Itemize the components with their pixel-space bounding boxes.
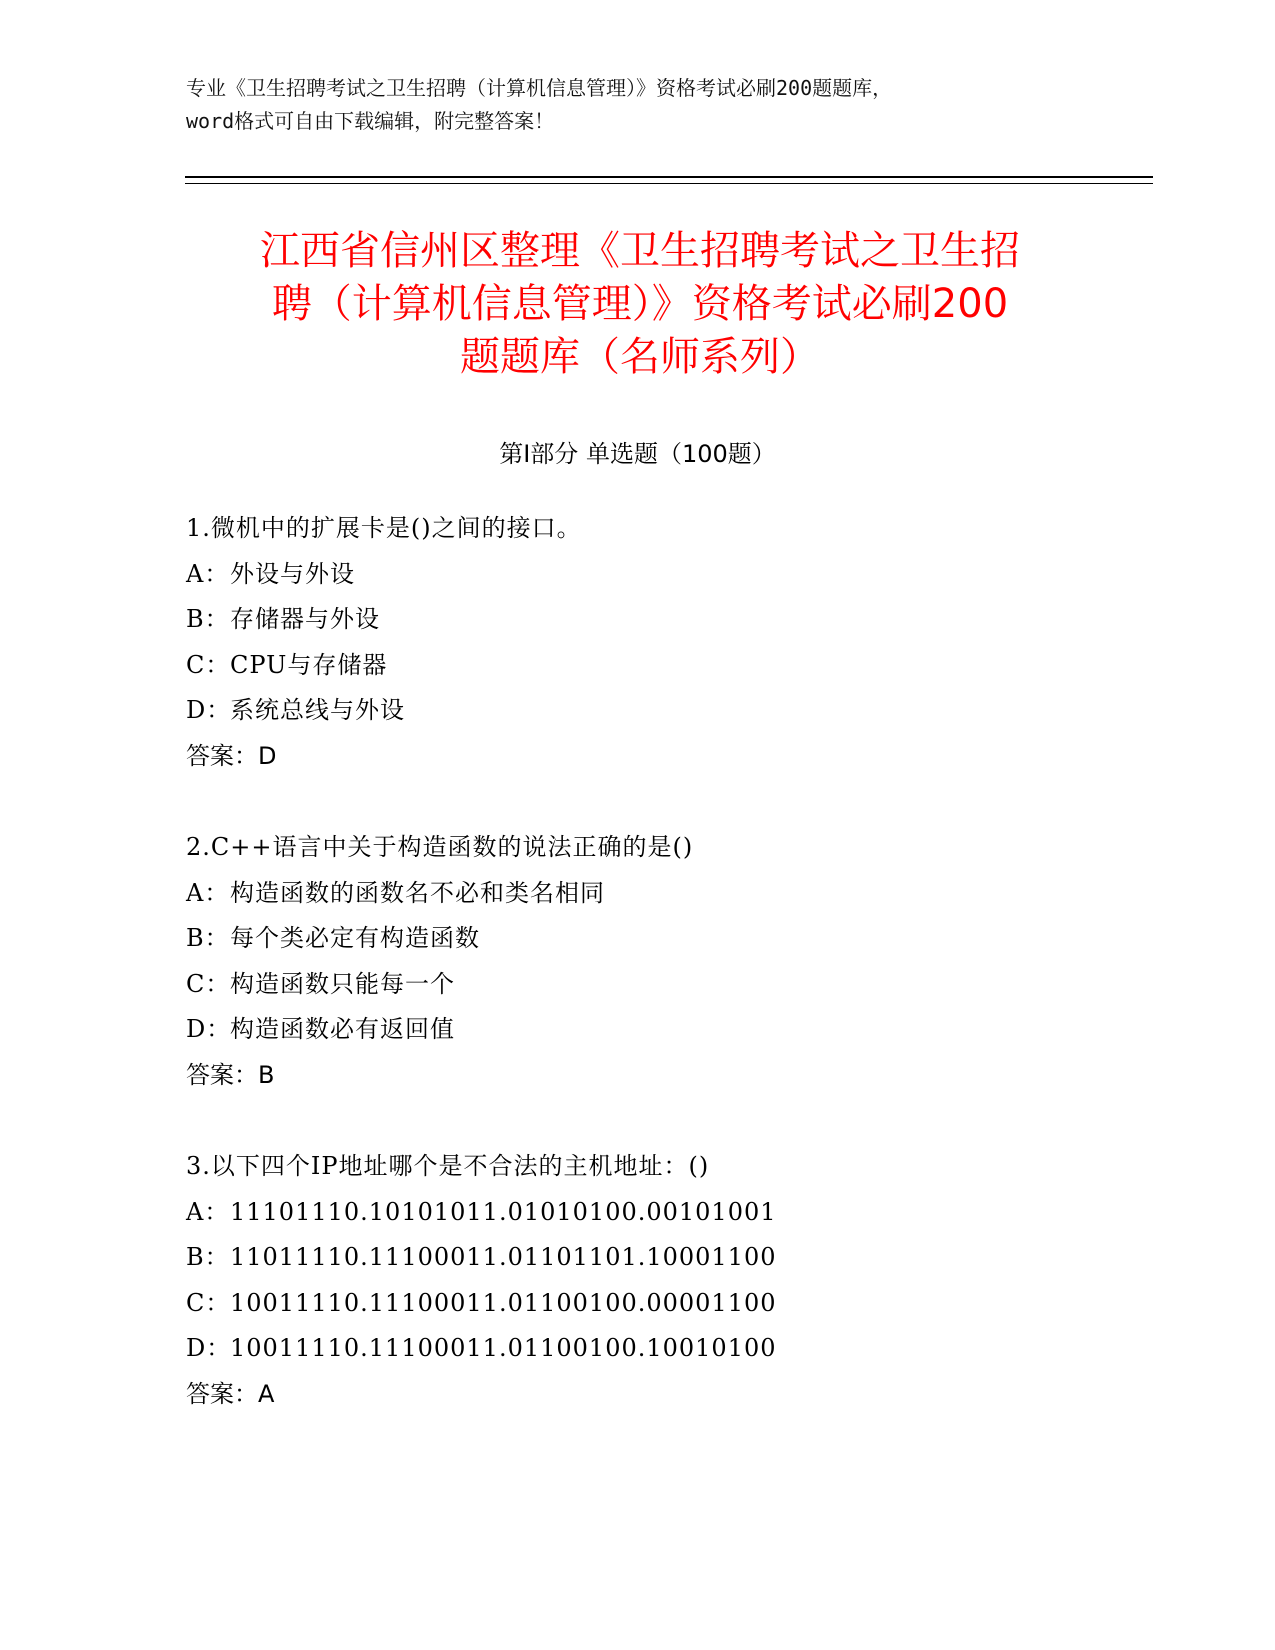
header-note-line-2: word格式可自由下载编辑，附完整答案！ (186, 109, 555, 133)
option-text: CPU与存储器 (230, 650, 388, 679)
option-text: 存储器与外设 (230, 605, 380, 633)
option-d (186, 688, 1146, 734)
option-key: A： (186, 878, 230, 907)
question-stem: 3.以下四个IP地址哪个是不合法的主机地址：() (186, 1152, 710, 1180)
option-d (186, 1326, 1146, 1372)
question-1 (186, 506, 1146, 779)
option-text: 10011110.11100011.01100100.10010100 (230, 1334, 777, 1362)
option-key: B： (186, 1243, 230, 1271)
option-a (186, 871, 1146, 917)
option-text: 构造函数只能每一个 (230, 969, 455, 998)
option-a (186, 1190, 1146, 1236)
option-text: 构造函数的函数名不必和类名相同 (230, 878, 605, 907)
option-key: B： (186, 924, 230, 952)
header-divider-thick (185, 176, 1153, 178)
option-text: 11101110.10101011.01010100.00101001 (230, 1197, 777, 1226)
document-title (190, 225, 1090, 384)
question-stem: 1.微机中的扩展卡是()之间的接口。 (186, 514, 582, 542)
option-c (186, 643, 1146, 689)
option-key: B： (186, 605, 230, 633)
option-a (186, 552, 1146, 598)
option-text: 10011110.11100011.01100100.00001100 (230, 1288, 777, 1317)
document-title-line-2: 聘（计算机信息管理）》资格考试必刷200 (271, 281, 1009, 327)
option-b (186, 916, 1146, 962)
question-3 (186, 1144, 1146, 1417)
option-key: C： (186, 650, 231, 679)
option-key: D： (186, 1015, 232, 1043)
section-heading: 第Ⅰ部分 单选题（100题） (499, 440, 776, 468)
option-key: C： (186, 1288, 231, 1317)
option-key: D： (186, 696, 232, 724)
option-c (186, 1281, 1146, 1327)
option-d (186, 1007, 1146, 1053)
option-text: 系统总线与外设 (230, 696, 405, 724)
option-text: 外设与外设 (230, 559, 355, 588)
option-b (186, 597, 1146, 643)
option-key: A： (186, 559, 230, 588)
option-text: 每个类必定有构造函数 (230, 924, 480, 952)
document-title-line-1: 江西省信州区整理《卫生招聘考试之卫生招 (260, 228, 1020, 274)
option-key: D： (186, 1334, 232, 1362)
option-key: A： (186, 1197, 230, 1226)
option-c (186, 962, 1146, 1008)
document-title-line-3: 题题库（名师系列） (460, 334, 820, 380)
header-divider-thin (185, 183, 1153, 184)
option-b (186, 1235, 1146, 1281)
header-note (186, 72, 1126, 138)
option-key: C： (186, 969, 231, 998)
answer: 答案：B (186, 1060, 275, 1089)
answer: 答案：A (186, 1379, 275, 1408)
question-2 (186, 825, 1146, 1098)
header-note-line-1: 专业《卫生招聘考试之卫生招聘（计算机信息管理）》资格考试必刷200题题库， (186, 76, 893, 100)
option-text: 构造函数必有返回值 (230, 1015, 455, 1043)
answer: 答案：D (186, 741, 277, 770)
option-text: 11011110.11100011.01101101.10001100 (230, 1243, 777, 1271)
question-stem: 2.C++语言中关于构造函数的说法正确的是() (186, 833, 694, 861)
